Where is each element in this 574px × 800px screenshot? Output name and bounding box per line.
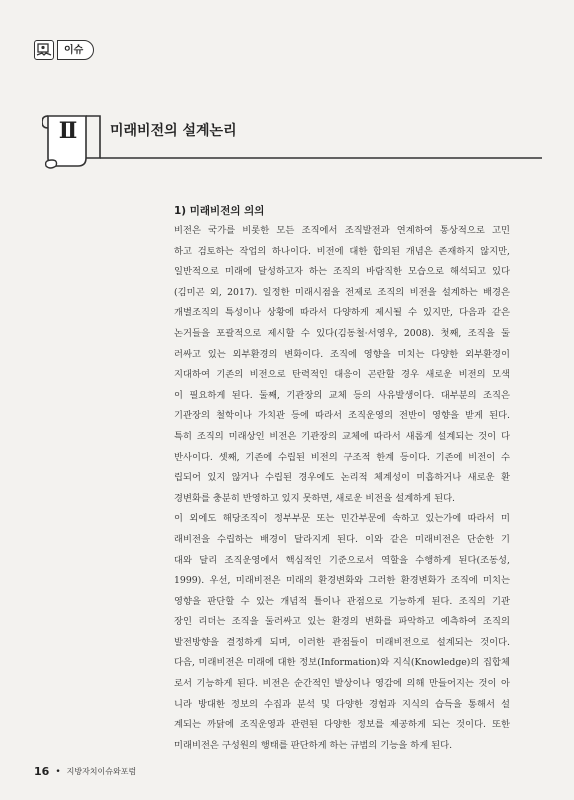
text-line: 비전은 국가를 비롯한 모든 조직에서 조직발전과 연계하여 통상적으로 고민 xyxy=(174,225,510,236)
text-line: 영향을 판단할 수 있는 개념적 틀이나 관점으로 기능하게 된다. 조직의 기관 xyxy=(174,595,510,607)
text-line: 러싸고 있는 외부환경의 변화이다. 조직에 영향을 미치는 다양한 외부환경이 xyxy=(174,348,510,360)
page-footer xyxy=(34,765,136,778)
text-line: 계되는 까닭에 조직운영과 관련된 다양한 정보를 제공하게 되는 것이다. 또한 xyxy=(174,719,510,731)
text-line: (김미곤 외, 2017). 일정한 미래시점을 전제로 조직의 비전을 설계하는 배경은 xyxy=(174,286,510,298)
text-line: 니라 방대한 정보의 수집과 분석 및 다양한 경험과 지식의 습득을 통해서 설 xyxy=(174,698,510,710)
text-line: 일반적으로 미래에 달성하고자 하는 조직의 바람직한 모습으로 해석되고 있다 xyxy=(174,266,510,278)
text-line: 경변화를 충분히 반영하고 있지 못하면, 새로운 비전을 설계하게 된다. xyxy=(174,492,456,504)
text-line: 지대하여 기존의 비전으로 탄력적인 대응이 곤란할 경우 새로운 비전의 모색 xyxy=(174,369,510,381)
footer-separator: • xyxy=(55,766,61,777)
section-heading xyxy=(42,112,542,172)
issue-badge-label: 이슈 xyxy=(57,40,94,60)
paragraph-1 xyxy=(174,221,510,509)
text-line: 1999). 우선, 미래비전은 미래의 환경변화와 그러한 환경변화가 조직에 미치는 xyxy=(174,575,510,587)
text-line: 반사이다. 셋째, 기존에 수립된 비전의 구조적 한계 등이다. 기존에 비전이 수 xyxy=(174,451,510,463)
text-line: 미래비전은 구성원의 행태를 판단하게 하는 규범의 기능을 하게 된다. xyxy=(174,739,453,751)
section-numeral: Ⅱ xyxy=(58,118,78,144)
text-line: 개별조직의 특성이나 상황에 따라서 다양하게 제시될 수 있지만, 다음과 같은 xyxy=(174,307,510,319)
subsection-title: 1) 미래비전의 의의 xyxy=(174,205,265,217)
text-line: 하고 검토하는 작업의 하나이다. 비전에 대한 합의된 개념은 존재하지 않지만, xyxy=(174,245,510,257)
section-title: 미래비전의 설계논리 xyxy=(110,123,237,139)
text-line: 다음, 미래비전은 미래에 대한 정보(Information)와 지식(Knowledge)의 집합체 xyxy=(174,657,510,669)
issue-badge xyxy=(34,40,94,60)
publication-name: 지방자치이슈와포럼 xyxy=(66,767,137,776)
text-line: 립되어 있지 않거나 수립된 경우에도 논리적 체계성이 미흡하거나 새로운 환 xyxy=(174,472,510,484)
text-line: 발전방향을 결정하게 되며, 이러한 관점들이 미래비전으로 설계되는 것이다. xyxy=(174,636,510,648)
body-text xyxy=(174,221,510,756)
text-line: 대와 달리 조직운영에서 핵심적인 기준으로서 역할을 수행하게 된다(조동성, xyxy=(174,554,510,566)
paragraph-2 xyxy=(174,509,510,756)
book-reader-icon xyxy=(34,40,54,60)
text-line: 로서 기능하게 된다. 비전은 순간적인 발상이나 영감에 의해 만들어지는 것이 아 xyxy=(174,678,510,690)
text-line: 특히 조직의 미래상인 비전은 기관장의 교체에 따라서 새롭게 설계되는 것이 다 xyxy=(174,430,510,442)
text-line: 이 필요하게 된다. 둘째, 기관장의 교체 등의 사유발생이다. 대부분의 조직은 xyxy=(174,389,510,401)
text-line: 이 외에도 해당조직이 정부부문 또는 민간부문에 속하고 있는가에 따라서 미 xyxy=(174,513,510,525)
text-line: 논거들을 포괄적으로 제시할 수 있다(김동철·서영우, 2008). 첫째, 조직을 둘 xyxy=(174,327,510,339)
text-line: 래비전을 수립하는 배경이 달라지게 된다. 이와 같은 미래비전은 단순한 기 xyxy=(174,533,510,545)
page-number: 16 xyxy=(34,765,50,778)
text-line: 기관장의 철학이나 가치관 등에 따라서 조직운영의 전반이 영향을 받게 된다. xyxy=(174,410,510,422)
text-line: 장인 리더는 조직을 둘러싸고 있는 환경의 변화를 파악하고 예측하여 조직의 xyxy=(174,616,510,628)
